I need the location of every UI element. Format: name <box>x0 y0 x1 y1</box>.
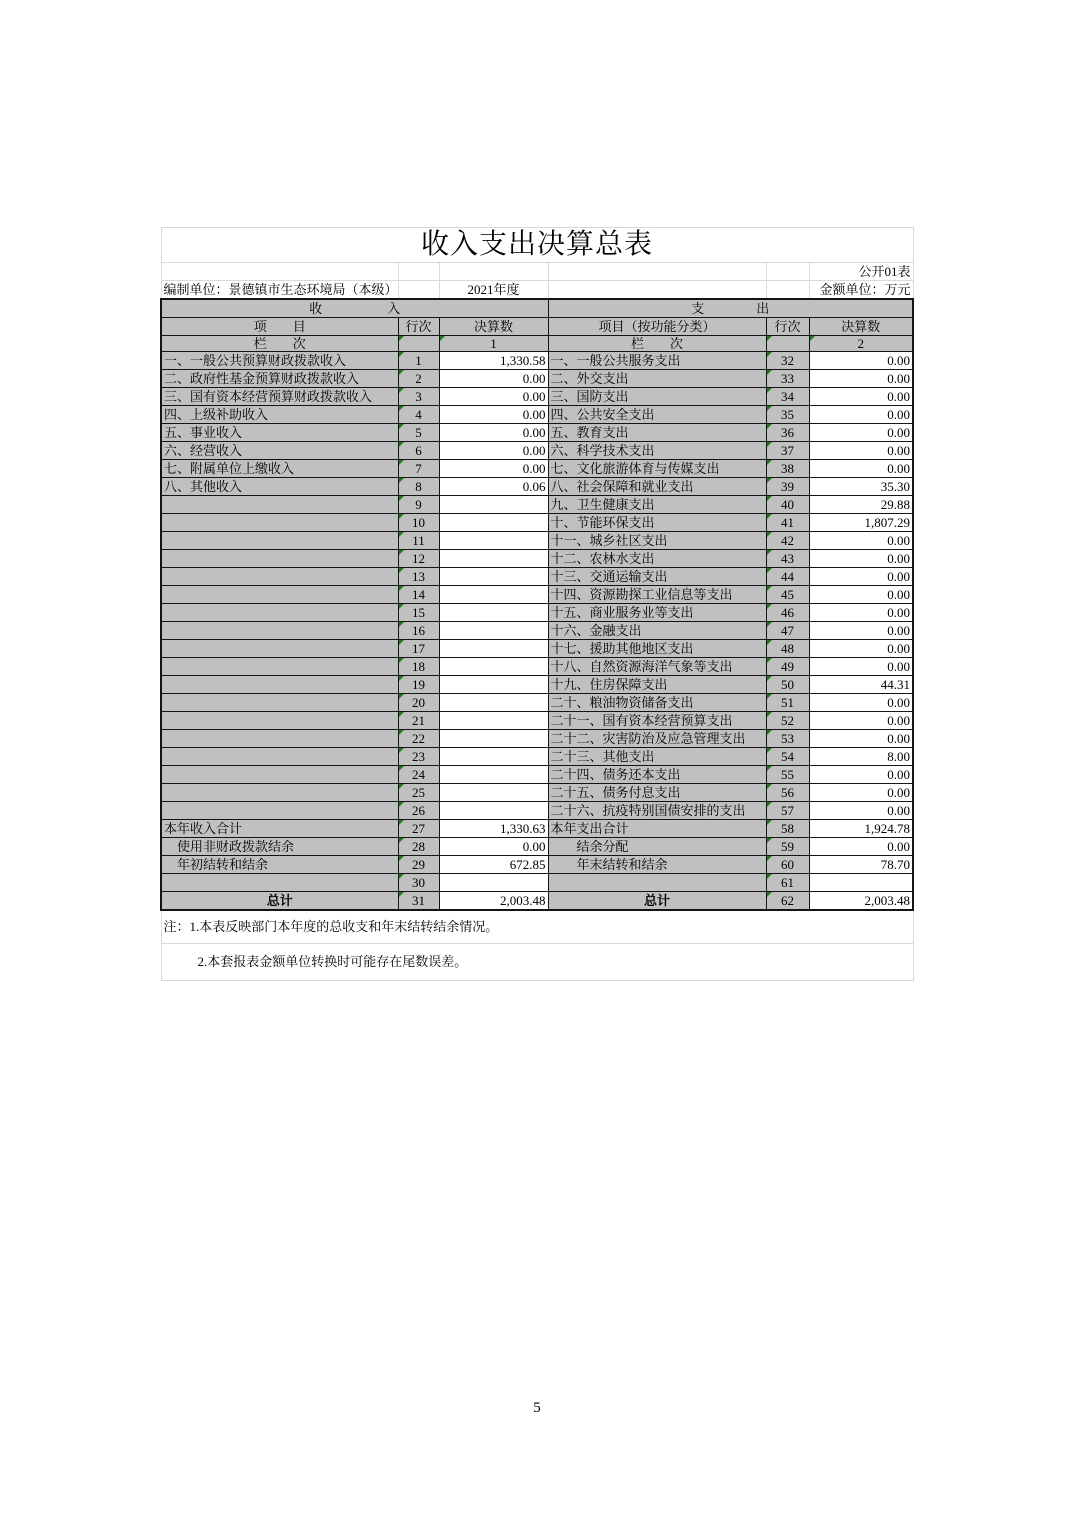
expense-amount-cell: 0.00 <box>809 838 913 856</box>
expense-amount-cell: 0.00 <box>809 802 913 820</box>
spacer-cell <box>161 263 398 281</box>
income-item-cell <box>161 514 398 532</box>
table-row <box>161 406 913 424</box>
expense-amount-cell: 0.00 <box>809 406 913 424</box>
expense-item-cell: 二十一、国有资本经营预算支出 <box>548 712 766 730</box>
table-row <box>161 550 913 568</box>
expense-amount-cell: 44.31 <box>809 676 913 694</box>
income-amount-cell <box>439 532 548 550</box>
spacer-cell <box>398 281 439 300</box>
income-section-header: 收 入 <box>161 299 548 318</box>
income-amount-cell <box>439 604 548 622</box>
expense-item-cell: 十二、农林水支出 <box>548 550 766 568</box>
spacer-cell <box>439 263 548 281</box>
expense-amount-cell: 29.88 <box>809 496 913 514</box>
income-line-no-cell: 3 <box>398 388 439 406</box>
table-row <box>161 586 913 604</box>
col-index-income: 1 <box>439 336 548 352</box>
expense-item-cell: 二十三、其他支出 <box>548 748 766 766</box>
income-line-no-cell: 31 <box>398 892 439 911</box>
expense-item-cell: 五、教育支出 <box>548 424 766 442</box>
expense-amount-cell: 0.00 <box>809 370 913 388</box>
expense-line-no-cell: 55 <box>766 766 809 784</box>
income-line-no-cell: 18 <box>398 658 439 676</box>
income-item-cell <box>161 550 398 568</box>
col-header-item-func: 项目（按功能分类） <box>548 318 766 336</box>
expense-amount-cell: 0.00 <box>809 712 913 730</box>
income-item-cell: 二、政府性基金预算财政拨款收入 <box>161 370 398 388</box>
income-item-cell <box>161 496 398 514</box>
income-amount-cell: 0.00 <box>439 370 548 388</box>
table-row <box>161 856 913 874</box>
expense-amount-cell: 0.00 <box>809 568 913 586</box>
table-row <box>161 802 913 820</box>
col-header-amount: 决算数 <box>439 318 548 336</box>
expense-amount-cell: 0.00 <box>809 586 913 604</box>
expense-item-cell: 十九、住房保障支出 <box>548 676 766 694</box>
income-item-cell: 八、其他收入 <box>161 478 398 496</box>
income-item-cell <box>161 532 398 550</box>
expense-amount-cell: 0.00 <box>809 604 913 622</box>
page-title: 收入支出决算总表 <box>161 228 913 263</box>
table-row <box>161 712 913 730</box>
income-amount-cell: 1,330.58 <box>439 352 548 370</box>
expense-section-header: 支 出 <box>548 299 913 318</box>
expense-line-no-cell: 60 <box>766 856 809 874</box>
expense-line-no-cell: 57 <box>766 802 809 820</box>
expense-item-cell: 二十六、抗疫特别国债安排的支出 <box>548 802 766 820</box>
expense-amount-cell: 8.00 <box>809 748 913 766</box>
expense-item-cell: 九、卫生健康支出 <box>548 496 766 514</box>
expense-amount-cell: 0.00 <box>809 442 913 460</box>
expense-amount-cell: 0.00 <box>809 460 913 478</box>
expense-item-cell <box>548 874 766 892</box>
prepared-by: 编制单位：景德镇市生态环境局（本级） <box>161 281 398 300</box>
table-row <box>161 424 913 442</box>
expense-amount-cell: 1,924.78 <box>809 820 913 838</box>
expense-line-no-cell: 61 <box>766 874 809 892</box>
income-amount-cell <box>439 730 548 748</box>
expense-amount-cell: 0.00 <box>809 640 913 658</box>
expense-line-no-cell: 41 <box>766 514 809 532</box>
income-line-no-cell: 20 <box>398 694 439 712</box>
expense-line-no-cell: 50 <box>766 676 809 694</box>
col-header-amount2: 决算数 <box>809 318 913 336</box>
expense-amount-cell: 2,003.48 <box>809 892 913 911</box>
income-line-no-cell: 29 <box>398 856 439 874</box>
income-amount-cell <box>439 658 548 676</box>
income-line-no-cell: 7 <box>398 460 439 478</box>
expense-item-cell: 结余分配 <box>548 838 766 856</box>
expense-item-cell: 十三、交通运输支出 <box>548 568 766 586</box>
income-line-no-cell: 21 <box>398 712 439 730</box>
income-line-no-cell: 4 <box>398 406 439 424</box>
income-item-cell <box>161 802 398 820</box>
expense-amount-cell: 35.30 <box>809 478 913 496</box>
table-row <box>161 676 913 694</box>
table-row <box>161 622 913 640</box>
table-row <box>161 460 913 478</box>
expense-item-cell: 十六、金融支出 <box>548 622 766 640</box>
expense-amount-cell: 1,807.29 <box>809 514 913 532</box>
expense-item-cell: 十四、资源勘探工业信息等支出 <box>548 586 766 604</box>
income-item-cell: 七、附属单位上缴收入 <box>161 460 398 478</box>
expense-line-no-cell: 62 <box>766 892 809 911</box>
income-item-cell <box>161 712 398 730</box>
income-line-no-cell: 12 <box>398 550 439 568</box>
spacer-cell <box>766 281 809 300</box>
income-item-cell: 六、经营收入 <box>161 442 398 460</box>
income-line-no-cell: 14 <box>398 586 439 604</box>
expense-item-cell: 二十五、债务付息支出 <box>548 784 766 802</box>
income-amount-cell: 0.00 <box>439 406 548 424</box>
table-row <box>161 766 913 784</box>
income-line-no-cell: 26 <box>398 802 439 820</box>
lanci-label-expense: 栏 次 <box>548 336 766 352</box>
expense-item-cell: 十七、援助其他地区支出 <box>548 640 766 658</box>
income-amount-cell <box>439 694 548 712</box>
income-amount-cell: 0.00 <box>439 388 548 406</box>
income-amount-cell: 672.85 <box>439 856 548 874</box>
table-row <box>161 370 913 388</box>
income-amount-cell <box>439 568 548 586</box>
expense-line-no-cell: 53 <box>766 730 809 748</box>
expense-item-cell: 十一、城乡社区支出 <box>548 532 766 550</box>
income-line-no-cell: 15 <box>398 604 439 622</box>
income-item-cell: 五、事业收入 <box>161 424 398 442</box>
expense-line-no-cell: 44 <box>766 568 809 586</box>
income-item-cell <box>161 604 398 622</box>
income-item-cell <box>161 730 398 748</box>
income-amount-cell <box>439 640 548 658</box>
expense-amount-cell: 0.00 <box>809 658 913 676</box>
income-line-no-cell: 27 <box>398 820 439 838</box>
expense-item-cell: 十八、自然资源海洋气象等支出 <box>548 658 766 676</box>
expense-amount-cell: 0.00 <box>809 766 913 784</box>
income-amount-cell: 0.00 <box>439 460 548 478</box>
table-row <box>161 568 913 586</box>
expense-item-cell: 三、国防支出 <box>548 388 766 406</box>
expense-amount-cell: 0.00 <box>809 352 913 370</box>
expense-item-cell: 年末结转和结余 <box>548 856 766 874</box>
income-amount-cell: 0.00 <box>439 442 548 460</box>
income-amount-cell <box>439 586 548 604</box>
income-line-no-cell: 8 <box>398 478 439 496</box>
income-item-cell: 使用非财政拨款结余 <box>161 838 398 856</box>
expense-item-cell: 六、科学技术支出 <box>548 442 766 460</box>
income-amount-cell <box>439 784 548 802</box>
income-item-cell: 四、上级补助收入 <box>161 406 398 424</box>
expense-amount-cell: 0.00 <box>809 730 913 748</box>
expense-line-no-cell: 51 <box>766 694 809 712</box>
expense-item-cell: 二十、粮油物资储备支出 <box>548 694 766 712</box>
income-amount-cell: 2,003.48 <box>439 892 548 911</box>
income-amount-cell <box>439 622 548 640</box>
table-row <box>161 388 913 406</box>
income-amount-cell: 0.00 <box>439 424 548 442</box>
table-row <box>161 514 913 532</box>
table-row <box>161 496 913 514</box>
expense-line-no-cell: 54 <box>766 748 809 766</box>
income-line-no-cell: 6 <box>398 442 439 460</box>
expense-line-no-cell: 39 <box>766 478 809 496</box>
income-line-no-cell: 17 <box>398 640 439 658</box>
expense-item-cell: 二、外交支出 <box>548 370 766 388</box>
expense-item-cell: 十、节能环保支出 <box>548 514 766 532</box>
expense-line-no-cell: 49 <box>766 658 809 676</box>
income-item-cell <box>161 658 398 676</box>
expense-amount-cell: 78.70 <box>809 856 913 874</box>
expense-amount-cell: 0.00 <box>809 388 913 406</box>
expense-amount-cell: 0.00 <box>809 784 913 802</box>
amount-unit: 金额单位：万元 <box>809 281 913 300</box>
income-amount-cell <box>439 676 548 694</box>
expense-line-no-cell: 47 <box>766 622 809 640</box>
expense-line-no-cell: 40 <box>766 496 809 514</box>
expense-item-cell: 四、公共安全支出 <box>548 406 766 424</box>
income-amount-cell <box>439 802 548 820</box>
income-item-cell: 总计 <box>161 892 398 911</box>
income-line-no-cell: 10 <box>398 514 439 532</box>
income-line-no-cell: 25 <box>398 784 439 802</box>
table-row <box>161 748 913 766</box>
table-row <box>161 532 913 550</box>
income-line-no-cell: 11 <box>398 532 439 550</box>
table-row <box>161 640 913 658</box>
table-row <box>161 820 913 838</box>
income-item-cell: 本年收入合计 <box>161 820 398 838</box>
income-item-cell: 年初结转和结余 <box>161 856 398 874</box>
expense-line-no-cell: 33 <box>766 370 809 388</box>
lanci-lineno-cell2 <box>766 336 809 352</box>
spacer-cell <box>548 263 766 281</box>
income-item-cell: 一、一般公共预算财政拨款收入 <box>161 352 398 370</box>
income-line-no-cell: 23 <box>398 748 439 766</box>
lanci-label-income: 栏 次 <box>161 336 398 352</box>
income-amount-cell <box>439 748 548 766</box>
expense-line-no-cell: 58 <box>766 820 809 838</box>
expense-amount-cell: 0.00 <box>809 424 913 442</box>
income-amount-cell: 0.06 <box>439 478 548 496</box>
table-row <box>161 694 913 712</box>
expense-amount-cell: 0.00 <box>809 622 913 640</box>
expense-line-no-cell: 59 <box>766 838 809 856</box>
income-line-no-cell: 16 <box>398 622 439 640</box>
col-header-line-no2: 行次 <box>766 318 809 336</box>
income-item-cell <box>161 640 398 658</box>
expense-line-no-cell: 32 <box>766 352 809 370</box>
expense-amount-cell: 0.00 <box>809 532 913 550</box>
income-amount-cell <box>439 514 548 532</box>
income-item-cell <box>161 568 398 586</box>
expense-item-cell: 十五、商业服务业等支出 <box>548 604 766 622</box>
expense-line-no-cell: 46 <box>766 604 809 622</box>
income-line-no-cell: 9 <box>398 496 439 514</box>
expense-line-no-cell: 56 <box>766 784 809 802</box>
table-notes-section <box>161 910 913 981</box>
expense-line-no-cell: 52 <box>766 712 809 730</box>
income-amount-cell <box>439 766 548 784</box>
income-line-no-cell: 24 <box>398 766 439 784</box>
income-amount-cell <box>439 712 548 730</box>
note-1: 注：1.本表反映部门本年度的总收支和年末结转结余情况。 <box>161 910 913 944</box>
income-item-cell <box>161 874 398 892</box>
expense-line-no-cell: 38 <box>766 460 809 478</box>
expense-line-no-cell: 35 <box>766 406 809 424</box>
expense-amount-cell: 0.00 <box>809 694 913 712</box>
expense-item-cell: 八、社会保障和就业支出 <box>548 478 766 496</box>
doc-code: 公开01表 <box>809 263 913 281</box>
table-row <box>161 730 913 748</box>
expense-item-cell: 一、一般公共服务支出 <box>548 352 766 370</box>
income-item-cell <box>161 586 398 604</box>
income-line-no-cell: 2 <box>398 370 439 388</box>
income-amount-cell <box>439 550 548 568</box>
income-amount-cell <box>439 496 548 514</box>
expense-line-no-cell: 45 <box>766 586 809 604</box>
col-header-item: 项 目 <box>161 318 398 336</box>
expense-item-cell: 二十四、债务还本支出 <box>548 766 766 784</box>
note-2: 2.本套报表金额单位转换时可能存在尾数误差。 <box>161 944 913 981</box>
col-index-expense: 2 <box>809 336 913 352</box>
income-line-no-cell: 28 <box>398 838 439 856</box>
expense-line-no-cell: 37 <box>766 442 809 460</box>
final-accounts-table <box>160 227 914 981</box>
income-item-cell <box>161 622 398 640</box>
table-head-section <box>161 228 913 352</box>
expense-line-no-cell: 43 <box>766 550 809 568</box>
table-row <box>161 874 913 892</box>
expense-item-cell: 二十二、灾害防治及应急管理支出 <box>548 730 766 748</box>
income-item-cell <box>161 676 398 694</box>
expense-item-cell: 总计 <box>548 892 766 911</box>
expense-line-no-cell: 34 <box>766 388 809 406</box>
spacer-cell <box>548 281 766 300</box>
income-line-no-cell: 5 <box>398 424 439 442</box>
table-row <box>161 604 913 622</box>
income-line-no-cell: 19 <box>398 676 439 694</box>
income-line-no-cell: 13 <box>398 568 439 586</box>
spacer-cell <box>766 263 809 281</box>
page-number: 5 <box>533 1400 541 1416</box>
expense-amount-cell: 0.00 <box>809 550 913 568</box>
table-row <box>161 838 913 856</box>
expense-line-no-cell: 48 <box>766 640 809 658</box>
table-row <box>161 478 913 496</box>
income-item-cell <box>161 766 398 784</box>
income-item-cell: 三、国有资本经营预算财政拨款收入 <box>161 388 398 406</box>
table-row <box>161 784 913 802</box>
expense-item-cell: 本年支出合计 <box>548 820 766 838</box>
table-row <box>161 442 913 460</box>
income-item-cell <box>161 694 398 712</box>
table-row <box>161 352 913 370</box>
expense-item-cell: 七、文化旅游体育与传媒支出 <box>548 460 766 478</box>
income-amount-cell: 0.00 <box>439 838 548 856</box>
income-item-cell <box>161 784 398 802</box>
lanci-lineno-cell <box>398 336 439 352</box>
income-item-cell <box>161 748 398 766</box>
income-amount-cell: 1,330.63 <box>439 820 548 838</box>
income-line-no-cell: 1 <box>398 352 439 370</box>
col-header-line-no: 行次 <box>398 318 439 336</box>
expense-line-no-cell: 36 <box>766 424 809 442</box>
income-amount-cell <box>439 874 548 892</box>
fiscal-year: 2021年度 <box>439 281 548 300</box>
table-body <box>161 352 913 911</box>
spacer-cell <box>398 263 439 281</box>
table-row <box>161 892 913 911</box>
table-row <box>161 658 913 676</box>
income-line-no-cell: 22 <box>398 730 439 748</box>
expense-amount-cell <box>809 874 913 892</box>
income-line-no-cell: 30 <box>398 874 439 892</box>
expense-line-no-cell: 42 <box>766 532 809 550</box>
